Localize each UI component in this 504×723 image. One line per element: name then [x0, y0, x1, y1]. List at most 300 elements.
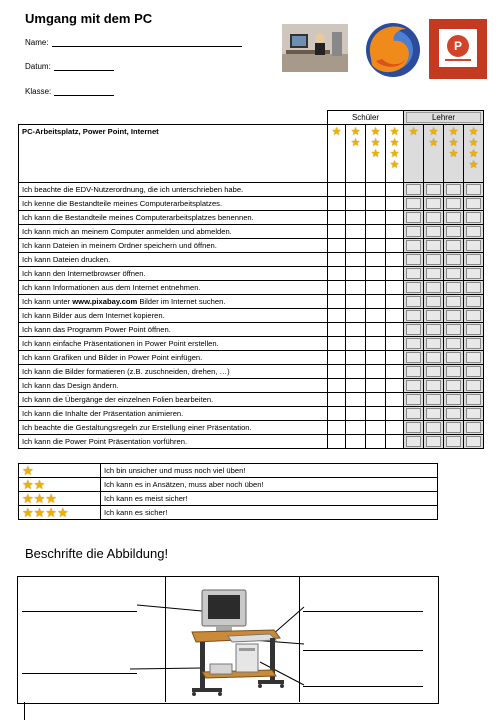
- teacher-rating-cell[interactable]: [404, 309, 424, 323]
- teacher-rating-cell[interactable]: [464, 197, 484, 211]
- legend-stars: ★★: [19, 478, 101, 492]
- student-rating-cell[interactable]: [366, 365, 386, 379]
- table-row: [19, 365, 484, 379]
- teacher-rating-box: [446, 394, 461, 405]
- teacher-rating-box: [406, 240, 421, 251]
- legend-row: [19, 492, 438, 506]
- table-row: [19, 225, 484, 239]
- teacher-rating-box: [426, 254, 441, 265]
- student-rating-cell[interactable]: [386, 183, 404, 197]
- class-field[interactable]: [25, 87, 114, 96]
- student-rating-cell[interactable]: [328, 281, 346, 295]
- teacher-rating-box: [446, 198, 461, 209]
- teacher-rating-box: [426, 240, 441, 251]
- student-rating-cell[interactable]: [328, 435, 346, 449]
- student-1-star: ★: [328, 125, 346, 183]
- teacher-rating-box: [446, 422, 461, 433]
- teacher-rating-cell[interactable]: [404, 183, 424, 197]
- student-rating-cell[interactable]: [386, 351, 404, 365]
- teacher-rating-box: [466, 324, 481, 335]
- teacher-rating-cell[interactable]: [444, 239, 464, 253]
- teacher-rating-cell[interactable]: [424, 211, 444, 225]
- teacher-rating-box: [446, 282, 461, 293]
- student-rating-cell[interactable]: [386, 211, 404, 225]
- student-rating-cell[interactable]: [386, 407, 404, 421]
- teacher-rating-box: [446, 366, 461, 377]
- student-3-star: ★ ★ ★: [366, 125, 386, 183]
- student-rating-cell[interactable]: [386, 309, 404, 323]
- teacher-rating-box: [446, 310, 461, 321]
- teacher-rating-box: [446, 184, 461, 195]
- student-rating-cell[interactable]: [386, 295, 404, 309]
- table-row: [19, 239, 484, 253]
- name-field[interactable]: [25, 38, 242, 47]
- table-row: [19, 351, 484, 365]
- table-row: [19, 183, 484, 197]
- teacher-rating-box: [426, 338, 441, 349]
- teacher-rating-cell[interactable]: [464, 211, 484, 225]
- teacher-rating-cell[interactable]: [444, 421, 464, 435]
- student-4-star: ★ ★ ★ ★: [386, 125, 404, 183]
- teacher-rating-cell[interactable]: [444, 211, 464, 225]
- table-row: [19, 393, 484, 407]
- table-row: [19, 253, 484, 267]
- legend-stars: ★: [19, 464, 101, 478]
- student-rating-cell[interactable]: [328, 379, 346, 393]
- student-rating-cell[interactable]: [366, 323, 386, 337]
- student-rating-cell[interactable]: [366, 211, 386, 225]
- student-rating-cell[interactable]: [366, 295, 386, 309]
- teacher-rating-cell[interactable]: [464, 351, 484, 365]
- student-rating-cell[interactable]: [386, 197, 404, 211]
- table-row: [19, 281, 484, 295]
- teacher-rating-cell[interactable]: [424, 253, 444, 267]
- teacher-rating-cell[interactable]: [444, 365, 464, 379]
- table-row: [19, 323, 484, 337]
- student-rating-cell[interactable]: [386, 365, 404, 379]
- teacher-rating-cell[interactable]: [444, 281, 464, 295]
- teacher-1-star: ★: [404, 125, 424, 183]
- teacher-rating-cell[interactable]: [404, 393, 424, 407]
- student-rating-cell[interactable]: [346, 183, 366, 197]
- student-rating-cell[interactable]: [366, 337, 386, 351]
- teacher-rating-cell[interactable]: [464, 365, 484, 379]
- table-row: [19, 197, 484, 211]
- competency-text: Ich kann die Bilder formatieren (z.B. zuschneiden, drehen, …): [19, 365, 328, 379]
- table-row: [19, 421, 484, 435]
- teacher-rating-box: [426, 184, 441, 195]
- competency-text: Ich kenne die Bestandteile meines Computerarbeitsplatzes.: [19, 197, 328, 211]
- answer-line-right-1[interactable]: [303, 611, 423, 612]
- student-rating-cell[interactable]: [386, 225, 404, 239]
- teacher-rating-cell[interactable]: [424, 379, 444, 393]
- teacher-rating-cell[interactable]: [444, 309, 464, 323]
- teacher-rating-cell[interactable]: [464, 183, 484, 197]
- teacher-rating-box: [446, 380, 461, 391]
- teacher-rating-cell[interactable]: [464, 239, 484, 253]
- teacher-rating-box: [406, 226, 421, 237]
- teacher-rating-cell[interactable]: [464, 435, 484, 449]
- student-rating-cell[interactable]: [328, 421, 346, 435]
- teacher-rating-box: [466, 282, 481, 293]
- teacher-rating-cell[interactable]: [404, 267, 424, 281]
- legend-row: [19, 478, 438, 492]
- competency-text: Ich kann Informationen aus dem Internet entnehmen.: [19, 281, 328, 295]
- teacher-rating-cell[interactable]: [424, 183, 444, 197]
- answer-line-left-2[interactable]: [22, 673, 137, 674]
- student-rating-cell[interactable]: [386, 267, 404, 281]
- legend-text: Ich kann es sicher!: [101, 506, 438, 520]
- teacher-4-star: ★ ★ ★ ★: [464, 125, 484, 183]
- legend-stars: ★★★: [19, 492, 101, 506]
- student-rating-cell[interactable]: [328, 253, 346, 267]
- teacher-rating-cell[interactable]: [464, 379, 484, 393]
- student-rating-cell[interactable]: [366, 267, 386, 281]
- teacher-rating-box: [426, 268, 441, 279]
- teacher-rating-cell[interactable]: [444, 225, 464, 239]
- student-rating-cell[interactable]: [366, 351, 386, 365]
- teacher-rating-box: [406, 282, 421, 293]
- date-label: Datum:: [25, 62, 51, 71]
- teacher-rating-box: [406, 324, 421, 335]
- legend-stars: ★★★★: [19, 506, 101, 520]
- teacher-rating-cell[interactable]: [444, 323, 464, 337]
- student-rating-cell[interactable]: [346, 435, 366, 449]
- competency-text: Ich kann die Übergänge der einzelnen Folien bearbeiten.: [19, 393, 328, 407]
- student-rating-cell[interactable]: [386, 281, 404, 295]
- student-rating-cell[interactable]: [346, 393, 366, 407]
- teacher-rating-cell[interactable]: [424, 407, 444, 421]
- teacher-rating-box: [426, 296, 441, 307]
- student-rating-cell[interactable]: [386, 239, 404, 253]
- competency-text: Ich kann die Bestandteile meines Computerarbeitsplatzes benennen.: [19, 211, 328, 225]
- student-rating-cell[interactable]: [328, 239, 346, 253]
- teacher-rating-cell[interactable]: [424, 295, 444, 309]
- empty-corner: [19, 111, 328, 125]
- teacher-rating-box: [466, 422, 481, 433]
- student-rating-cell[interactable]: [328, 365, 346, 379]
- teacher-rating-box: [406, 184, 421, 195]
- teacher-rating-cell[interactable]: [424, 393, 444, 407]
- teacher-rating-cell[interactable]: [404, 211, 424, 225]
- teacher-rating-box: [466, 296, 481, 307]
- student-rating-cell[interactable]: [346, 421, 366, 435]
- student-rating-cell[interactable]: [328, 309, 346, 323]
- teacher-rating-cell[interactable]: [404, 197, 424, 211]
- student-rating-cell[interactable]: [346, 211, 366, 225]
- student-rating-cell[interactable]: [346, 253, 366, 267]
- teacher-rating-box: [466, 408, 481, 419]
- student-rating-cell[interactable]: [366, 253, 386, 267]
- teacher-rating-cell[interactable]: [404, 407, 424, 421]
- name-line: [52, 38, 242, 47]
- student-rating-cell[interactable]: [386, 253, 404, 267]
- table-row: [19, 435, 484, 449]
- table-row: [19, 309, 484, 323]
- teacher-rating-cell[interactable]: [404, 295, 424, 309]
- student-rating-cell[interactable]: [346, 281, 366, 295]
- student-rating-cell[interactable]: [346, 239, 366, 253]
- teacher-rating-cell[interactable]: [464, 225, 484, 239]
- table-row: [19, 295, 484, 309]
- student-rating-cell[interactable]: [346, 351, 366, 365]
- competency-text: Ich kann das Design ändern.: [19, 379, 328, 393]
- teacher-rating-box: [426, 352, 441, 363]
- teacher-rating-cell[interactable]: [404, 225, 424, 239]
- teacher-rating-box: [406, 268, 421, 279]
- group-teacher-label: Lehrer: [406, 112, 481, 123]
- teacher-rating-cell[interactable]: [444, 267, 464, 281]
- teacher-rating-box: [426, 282, 441, 293]
- competency-text: Ich kann die Power Point Präsentation vorführen.: [19, 435, 328, 449]
- student-rating-cell[interactable]: [346, 337, 366, 351]
- teacher-rating-box: [446, 352, 461, 363]
- student-rating-cell[interactable]: [346, 225, 366, 239]
- computer-workstation-illustration: [130, 580, 305, 702]
- teacher-rating-box: [466, 338, 481, 349]
- teacher-rating-cell[interactable]: [444, 197, 464, 211]
- name-label: Name:: [25, 38, 49, 47]
- teacher-rating-cell[interactable]: [404, 435, 424, 449]
- svg-text:P: P: [453, 39, 463, 53]
- date-line: [54, 62, 114, 71]
- student-rating-cell[interactable]: [346, 295, 366, 309]
- table-row: [19, 407, 484, 421]
- table-row: [19, 211, 484, 225]
- teacher-rating-box: [426, 212, 441, 223]
- class-label: Klasse:: [25, 87, 52, 96]
- competency-text: Ich kann mich an meinem Computer anmelden und abmelden.: [19, 225, 328, 239]
- teacher-rating-box: [406, 310, 421, 321]
- legend-text: Ich kann es meist sicher!: [101, 492, 438, 506]
- teacher-rating-cell[interactable]: [424, 197, 444, 211]
- teacher-rating-box: [426, 324, 441, 335]
- student-rating-cell[interactable]: [366, 379, 386, 393]
- teacher-rating-box: [446, 240, 461, 251]
- teacher-3-star: ★ ★ ★: [444, 125, 464, 183]
- student-rating-cell[interactable]: [328, 197, 346, 211]
- teacher-rating-box: [446, 268, 461, 279]
- table-row: [19, 379, 484, 393]
- student-rating-cell[interactable]: [366, 421, 386, 435]
- student-rating-cell[interactable]: [366, 393, 386, 407]
- teacher-rating-cell[interactable]: [404, 421, 424, 435]
- teacher-rating-cell[interactable]: [424, 365, 444, 379]
- teacher-rating-cell[interactable]: [424, 281, 444, 295]
- teacher-rating-cell[interactable]: [444, 393, 464, 407]
- legend-text: Ich kann es in Ansätzen, muss aber noch üben!: [101, 478, 438, 492]
- teacher-rating-box: [406, 254, 421, 265]
- teacher-rating-cell[interactable]: [424, 421, 444, 435]
- teacher-rating-cell[interactable]: [464, 323, 484, 337]
- student-rating-cell[interactable]: [386, 379, 404, 393]
- student-rating-cell[interactable]: [366, 197, 386, 211]
- teacher-rating-box: [406, 422, 421, 433]
- student-rating-cell[interactable]: [346, 407, 366, 421]
- teacher-rating-cell[interactable]: [464, 421, 484, 435]
- group-teacher-header: [404, 111, 484, 125]
- teacher-rating-box: [466, 254, 481, 265]
- student-rating-cell[interactable]: [328, 407, 346, 421]
- teacher-rating-cell[interactable]: [464, 253, 484, 267]
- teacher-rating-box: [406, 408, 421, 419]
- teacher-rating-cell[interactable]: [464, 281, 484, 295]
- teacher-rating-cell[interactable]: [424, 351, 444, 365]
- teacher-rating-box: [446, 226, 461, 237]
- competency-text: Ich beachte die EDV-Nutzerordnung, die ich unterschrieben habe.: [19, 183, 328, 197]
- star-legend: [18, 463, 438, 520]
- figure-heading: Beschrifte die Abbildung!: [25, 546, 169, 561]
- teacher-rating-cell[interactable]: [404, 253, 424, 267]
- teacher-rating-cell[interactable]: [404, 365, 424, 379]
- teacher-rating-cell[interactable]: [444, 295, 464, 309]
- teacher-rating-box: [466, 184, 481, 195]
- competency-text: Ich beachte die Gestaltungsregeln zur Erstellung einer Präsentation.: [19, 421, 328, 435]
- teacher-rating-cell[interactable]: [464, 393, 484, 407]
- teacher-rating-box: [446, 408, 461, 419]
- student-rating-cell[interactable]: [328, 337, 346, 351]
- student-rating-cell[interactable]: [346, 267, 366, 281]
- teacher-rating-cell[interactable]: [444, 183, 464, 197]
- teacher-rating-cell[interactable]: [424, 225, 444, 239]
- teacher-rating-cell[interactable]: [464, 309, 484, 323]
- student-rating-cell[interactable]: [386, 323, 404, 337]
- date-field[interactable]: [25, 62, 114, 71]
- student-rating-cell[interactable]: [346, 197, 366, 211]
- teacher-rating-box: [466, 226, 481, 237]
- teacher-rating-cell[interactable]: [444, 379, 464, 393]
- teacher-rating-box: [466, 352, 481, 363]
- firefox-icon: [362, 19, 424, 81]
- competency-text: Ich kann Bilder aus dem Internet kopieren.: [19, 309, 328, 323]
- teacher-rating-cell[interactable]: [404, 379, 424, 393]
- teacher-rating-cell[interactable]: [404, 351, 424, 365]
- teacher-rating-box: [466, 310, 481, 321]
- student-rating-cell[interactable]: [386, 421, 404, 435]
- student-rating-cell[interactable]: [366, 435, 386, 449]
- competency-text: Ich kann die Inhalte der Präsentation animieren.: [19, 407, 328, 421]
- student-rating-cell[interactable]: [328, 267, 346, 281]
- group-student-header: Schüler: [328, 111, 404, 125]
- teacher-rating-box: [406, 380, 421, 391]
- student-rating-cell[interactable]: [346, 365, 366, 379]
- student-rating-cell[interactable]: [386, 337, 404, 351]
- teacher-rating-cell[interactable]: [424, 309, 444, 323]
- teacher-rating-cell[interactable]: [444, 407, 464, 421]
- student-rating-cell[interactable]: [346, 309, 366, 323]
- powerpoint-icon: [429, 19, 487, 79]
- student-rating-cell[interactable]: [328, 225, 346, 239]
- topic-cell: PC-Arbeitsplatz, Power Point, Internet: [19, 125, 328, 183]
- teacher-rating-cell[interactable]: [444, 253, 464, 267]
- teacher-2-star: ★ ★: [424, 125, 444, 183]
- student-rating-cell[interactable]: [366, 407, 386, 421]
- student-rating-cell[interactable]: [328, 393, 346, 407]
- teacher-rating-box: [406, 212, 421, 223]
- page-title: Umgang mit dem PC: [25, 11, 153, 26]
- competency-text: Ich kann unter www.pixabay.com Bilder im Internet suchen.: [19, 295, 328, 309]
- teacher-rating-box: [446, 436, 461, 447]
- table-row: [19, 337, 484, 351]
- teacher-rating-cell[interactable]: [464, 407, 484, 421]
- student-rating-cell[interactable]: [328, 211, 346, 225]
- teacher-rating-box: [426, 436, 441, 447]
- teacher-rating-box: [426, 226, 441, 237]
- teacher-rating-cell[interactable]: [424, 323, 444, 337]
- student-rating-cell[interactable]: [366, 281, 386, 295]
- competency-text: Ich kann Dateien in meinem Ordner speichern und öffnen.: [19, 239, 328, 253]
- teacher-rating-cell[interactable]: [444, 351, 464, 365]
- competency-text: Ich kann einfache Präsentationen in Power Point erstellen.: [19, 337, 328, 351]
- legend-row: [19, 464, 438, 478]
- workplace-photo: [282, 24, 348, 72]
- page-margin-mark: [24, 702, 25, 720]
- competency-text: Ich kann das Programm Power Point öffnen.: [19, 323, 328, 337]
- teacher-rating-cell[interactable]: [424, 337, 444, 351]
- student-rating-cell[interactable]: [366, 225, 386, 239]
- teacher-rating-cell[interactable]: [404, 281, 424, 295]
- self-assessment-table: [18, 110, 484, 449]
- student-rating-cell[interactable]: [346, 323, 366, 337]
- teacher-rating-cell[interactable]: [464, 295, 484, 309]
- teacher-rating-cell[interactable]: [444, 435, 464, 449]
- student-2-star: ★ ★: [346, 125, 366, 183]
- teacher-rating-cell[interactable]: [444, 337, 464, 351]
- teacher-rating-box: [406, 394, 421, 405]
- teacher-rating-box: [446, 324, 461, 335]
- answer-line-right-2[interactable]: [303, 650, 423, 651]
- teacher-rating-box: [426, 408, 441, 419]
- student-rating-cell[interactable]: [366, 239, 386, 253]
- teacher-rating-box: [426, 310, 441, 321]
- competency-text: Ich kann Dateien drucken.: [19, 253, 328, 267]
- teacher-rating-cell[interactable]: [424, 435, 444, 449]
- teacher-rating-box: [466, 198, 481, 209]
- teacher-rating-box: [406, 296, 421, 307]
- teacher-rating-box: [426, 366, 441, 377]
- student-rating-cell[interactable]: [366, 309, 386, 323]
- teacher-rating-cell[interactable]: [464, 267, 484, 281]
- student-rating-cell[interactable]: [328, 351, 346, 365]
- student-rating-cell[interactable]: [386, 435, 404, 449]
- teacher-rating-cell[interactable]: [404, 239, 424, 253]
- teacher-rating-box: [426, 380, 441, 391]
- teacher-rating-box: [466, 394, 481, 405]
- student-rating-cell[interactable]: [346, 379, 366, 393]
- legend-text: Ich bin unsicher und muss noch viel üben!: [101, 464, 438, 478]
- teacher-rating-cell[interactable]: [404, 337, 424, 351]
- teacher-rating-cell[interactable]: [404, 323, 424, 337]
- competency-text: Ich kann den Internetbrowser öffnen.: [19, 267, 328, 281]
- legend-row: [19, 506, 438, 520]
- teacher-rating-box: [406, 366, 421, 377]
- answer-line-left-1[interactable]: [22, 611, 137, 612]
- teacher-rating-cell[interactable]: [464, 337, 484, 351]
- student-rating-cell[interactable]: [328, 323, 346, 337]
- teacher-rating-box: [406, 198, 421, 209]
- teacher-rating-box: [446, 212, 461, 223]
- student-rating-cell[interactable]: [386, 393, 404, 407]
- answer-line-right-3[interactable]: [303, 686, 423, 687]
- student-rating-cell[interactable]: [328, 295, 346, 309]
- teacher-rating-cell[interactable]: [424, 267, 444, 281]
- student-rating-cell[interactable]: [328, 183, 346, 197]
- teacher-rating-box: [426, 198, 441, 209]
- class-line: [54, 87, 114, 96]
- teacher-rating-cell[interactable]: [424, 239, 444, 253]
- student-rating-cell[interactable]: [366, 183, 386, 197]
- teacher-rating-box: [466, 212, 481, 223]
